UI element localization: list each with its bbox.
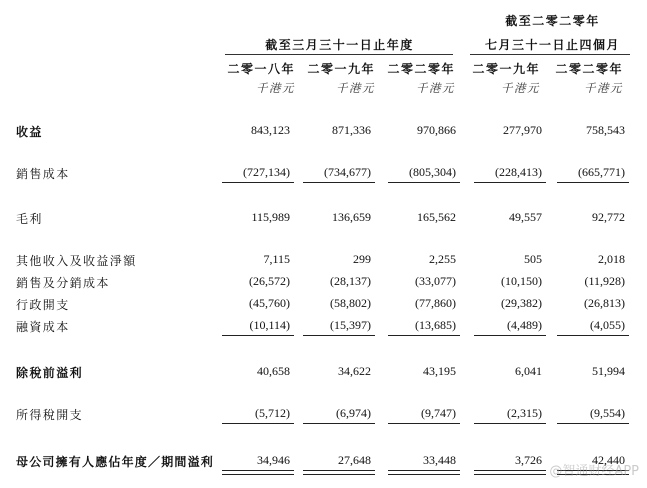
row-label-other-income: 其他收入及收益淨額 [16, 254, 137, 268]
cell-value: 299 [353, 252, 371, 266]
cell-value: 136,659 [332, 210, 371, 224]
subtotal-rule [557, 423, 629, 424]
row-label-finance-costs: 融資成本 [16, 320, 70, 334]
cell-value: (805,304) [409, 165, 456, 179]
subtotal-rule [474, 182, 546, 183]
column-header-period-2020: 二零二零年 [555, 62, 623, 76]
cell-value: (26,572) [249, 274, 290, 288]
unit-label: 千港元 [256, 81, 295, 95]
cell-value: 2,255 [429, 252, 456, 266]
subtotal-rule [388, 182, 460, 183]
cell-value: (58,802) [330, 296, 371, 310]
cell-value: (10,114) [249, 318, 290, 332]
header-fiscal-year-group: 截至三月三十一日止年度 [265, 38, 414, 52]
row-label-cost-of-sales: 銷售成本 [16, 167, 70, 181]
total-double-rule [222, 470, 294, 475]
cell-value: 2,018 [598, 252, 625, 266]
cell-value: 970,866 [417, 123, 456, 137]
cell-value: (665,771) [578, 165, 625, 179]
subtotal-rule [388, 423, 460, 424]
cell-value: (4,489) [507, 318, 542, 332]
row-label-revenue: 收益 [16, 125, 43, 139]
column-header-period-2019: 二零一九年 [472, 62, 540, 76]
row-label-gross-profit: 毛利 [16, 212, 43, 226]
cell-value: 505 [524, 252, 542, 266]
total-double-rule [303, 470, 375, 475]
cell-value: 115,989 [251, 210, 290, 224]
cell-value: 51,994 [592, 364, 625, 378]
cell-value: (6,974) [336, 406, 371, 420]
cell-value: (5,712) [255, 406, 290, 420]
cell-value: (11,928) [584, 274, 625, 288]
unit-label: 千港元 [501, 81, 540, 95]
subtotal-rule [474, 423, 546, 424]
cell-value: 33,448 [423, 453, 456, 467]
cell-value: (9,554) [590, 406, 625, 420]
cell-value: (10,150) [501, 274, 542, 288]
cell-value: 43,195 [423, 364, 456, 378]
header-period-bottom: 七月三十一日止四個月 [484, 38, 620, 52]
subtotal-rule [222, 335, 294, 336]
cell-value: 34,622 [338, 364, 371, 378]
cell-value: 49,557 [509, 210, 542, 224]
subtotal-rule [222, 423, 294, 424]
cell-value: 42,440 [592, 453, 625, 467]
cell-value: 6,041 [515, 364, 542, 378]
cell-value: (26,813) [584, 296, 625, 310]
header-period-top: 截至二零二零年 [505, 14, 600, 28]
cell-value: (28,137) [330, 274, 371, 288]
cell-value: 843,123 [251, 123, 290, 137]
cell-value: (13,685) [415, 318, 456, 332]
watermark-text: @智通财经APP [549, 464, 639, 479]
cell-value: 758,543 [586, 123, 625, 137]
row-label-profit-before-tax: 除稅前溢利 [16, 366, 84, 380]
cell-value: (33,077) [415, 274, 456, 288]
cell-value: 34,946 [257, 453, 290, 467]
column-header-2019: 二零一九年 [307, 62, 375, 76]
header-rule-year [225, 54, 453, 55]
cell-value: (727,134) [243, 165, 290, 179]
subtotal-rule [222, 182, 294, 183]
subtotal-rule [557, 335, 629, 336]
cell-value: 92,772 [592, 210, 625, 224]
subtotal-rule [474, 335, 546, 336]
subtotal-rule [303, 335, 375, 336]
total-double-rule [388, 470, 460, 475]
cell-value: 871,336 [332, 123, 371, 137]
unit-label: 千港元 [416, 81, 455, 95]
row-label-selling-distribution: 銷售及分銷成本 [16, 276, 110, 290]
cell-value: (2,315) [507, 406, 542, 420]
unit-label: 千港元 [584, 81, 623, 95]
cell-value: 277,970 [503, 123, 542, 137]
cell-value: (77,860) [415, 296, 456, 310]
subtotal-rule [303, 423, 375, 424]
cell-value: (4,055) [590, 318, 625, 332]
cell-value: 40,658 [257, 364, 290, 378]
cell-value: 27,648 [338, 453, 371, 467]
column-header-2018: 二零一八年 [227, 62, 295, 76]
cell-value: (15,397) [330, 318, 371, 332]
cell-value: (734,677) [324, 165, 371, 179]
cell-value: 7,115 [263, 252, 290, 266]
header-rule-period [470, 54, 630, 55]
cell-value: (228,413) [495, 165, 542, 179]
row-label-profit-attributable: 母公司擁有人應佔年度／期間溢利 [16, 455, 215, 469]
column-header-2020: 二零二零年 [387, 62, 455, 76]
cell-value: (29,382) [501, 296, 542, 310]
subtotal-rule [303, 182, 375, 183]
cell-value: (45,760) [249, 296, 290, 310]
total-double-rule [474, 470, 546, 475]
row-label-admin-expenses: 行政開支 [16, 298, 70, 312]
unit-label: 千港元 [336, 81, 375, 95]
cell-value: 3,726 [515, 453, 542, 467]
subtotal-rule [557, 182, 629, 183]
row-label-income-tax: 所得稅開支 [16, 408, 84, 422]
cell-value: 165,562 [417, 210, 456, 224]
cell-value: (9,747) [421, 406, 456, 420]
subtotal-rule [388, 335, 460, 336]
